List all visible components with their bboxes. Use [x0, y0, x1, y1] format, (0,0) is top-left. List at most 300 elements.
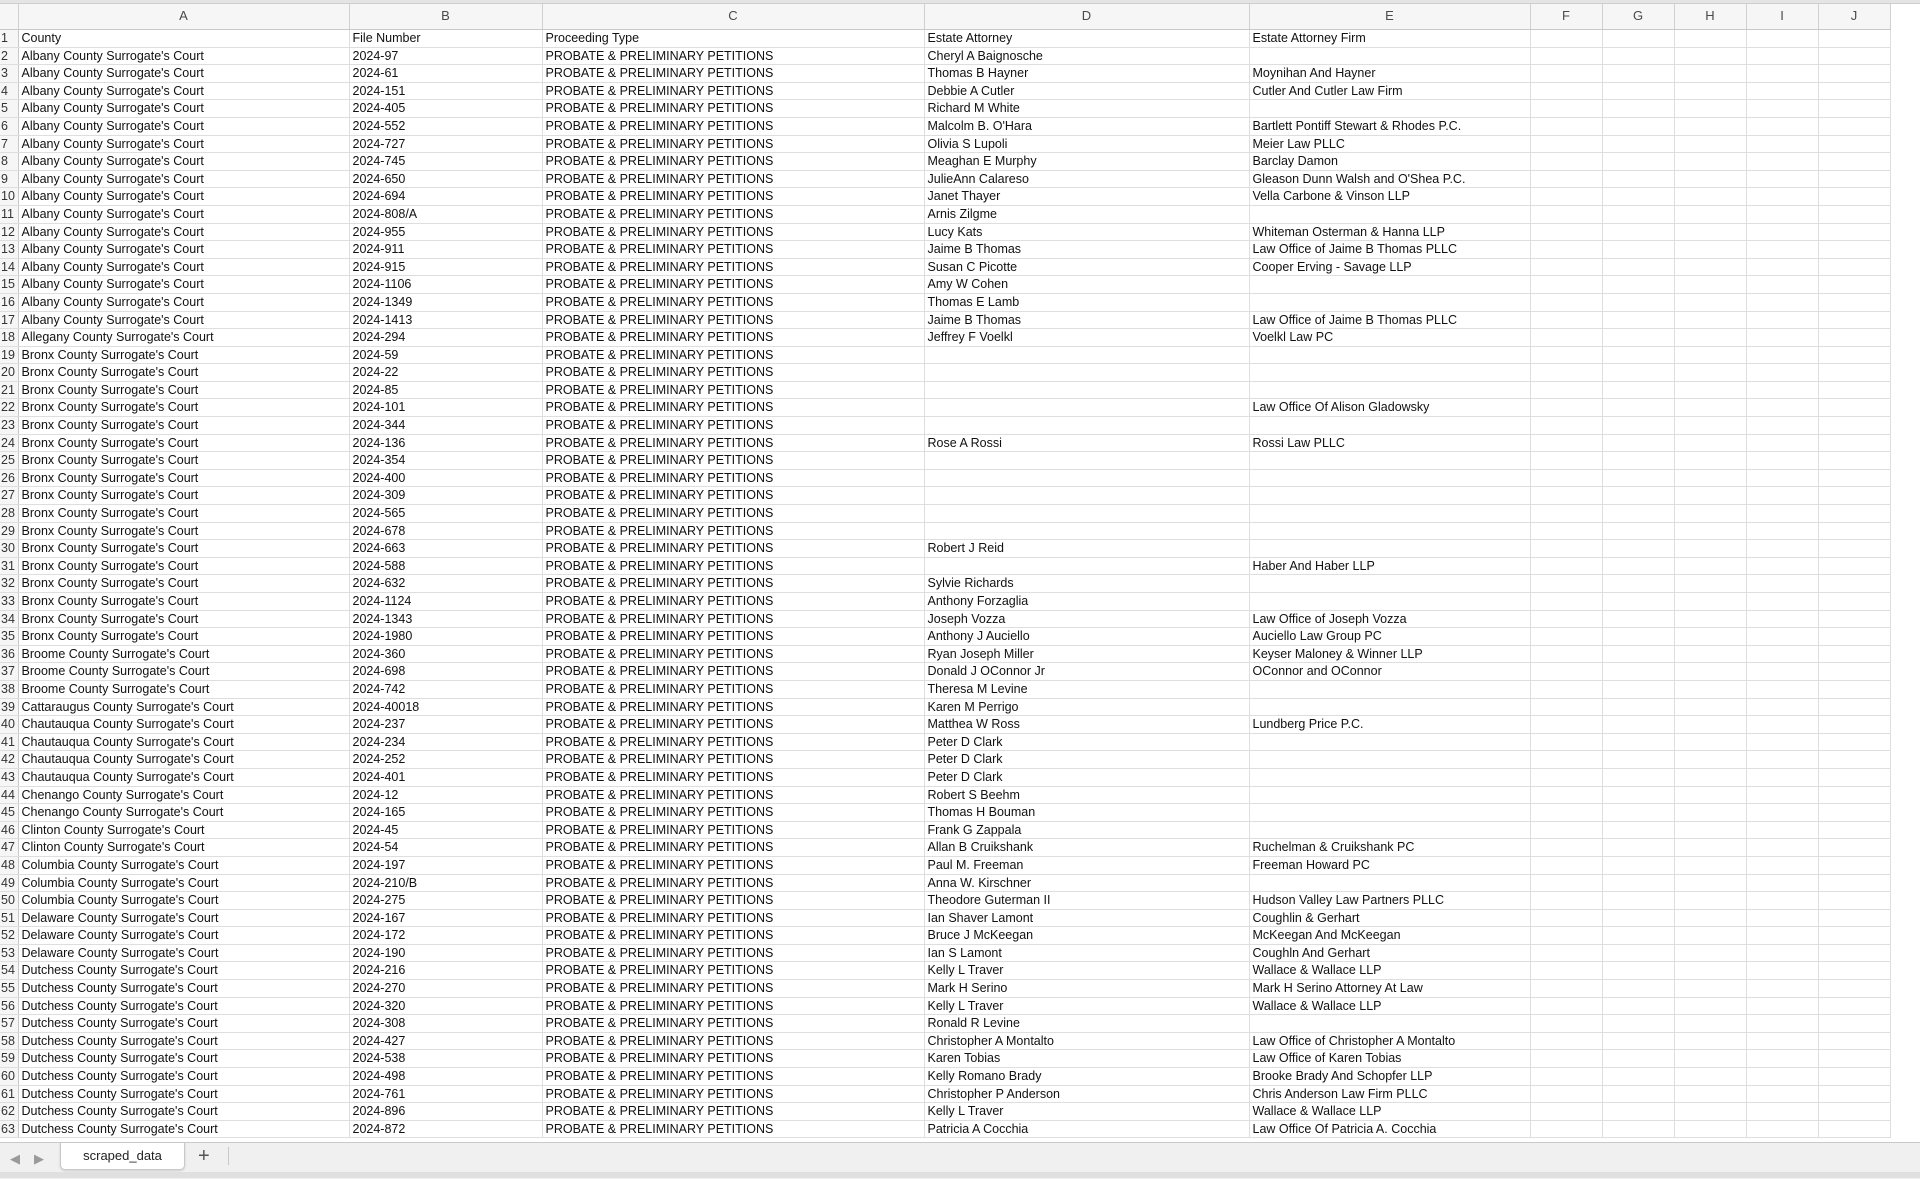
cell-c34[interactable]: PROBATE & PRELIMINARY PETITIONS: [542, 610, 924, 628]
row-number[interactable]: 22: [0, 399, 18, 417]
cell-b49[interactable]: 2024-210/B: [349, 874, 542, 892]
cell-j46[interactable]: [1818, 821, 1890, 839]
cell-b40[interactable]: 2024-237: [349, 716, 542, 734]
cell-f39[interactable]: [1530, 698, 1602, 716]
cell-e21[interactable]: [1249, 381, 1530, 399]
cell-d60[interactable]: Kelly Romano Brady: [924, 1068, 1249, 1086]
cell-f4[interactable]: [1530, 82, 1602, 100]
cell-g43[interactable]: [1602, 768, 1674, 786]
cell-i21[interactable]: [1746, 381, 1818, 399]
cell-e58[interactable]: Law Office of Christopher A Montalto: [1249, 1032, 1530, 1050]
cell-i28[interactable]: [1746, 505, 1818, 523]
cell-c44[interactable]: PROBATE & PRELIMINARY PETITIONS: [542, 786, 924, 804]
cell-e39[interactable]: [1249, 698, 1530, 716]
cell-c2[interactable]: PROBATE & PRELIMINARY PETITIONS: [542, 47, 924, 65]
cell-e3[interactable]: Moynihan And Hayner: [1249, 65, 1530, 83]
cell-i15[interactable]: [1746, 276, 1818, 294]
row-number[interactable]: 47: [0, 839, 18, 857]
cell-f37[interactable]: [1530, 663, 1602, 681]
cell-i31[interactable]: [1746, 557, 1818, 575]
cell-c5[interactable]: PROBATE & PRELIMINARY PETITIONS: [542, 100, 924, 118]
cell-b47[interactable]: 2024-54: [349, 839, 542, 857]
cell-c12[interactable]: PROBATE & PRELIMINARY PETITIONS: [542, 223, 924, 241]
cell-e50[interactable]: Hudson Valley Law Partners PLLC: [1249, 892, 1530, 910]
cell-e19[interactable]: [1249, 346, 1530, 364]
cell-a17[interactable]: Albany County Surrogate's Court: [18, 311, 349, 329]
cell-f10[interactable]: [1530, 188, 1602, 206]
cell-i43[interactable]: [1746, 768, 1818, 786]
cell-d48[interactable]: Paul M. Freeman: [924, 856, 1249, 874]
cell-f35[interactable]: [1530, 628, 1602, 646]
cell-h12[interactable]: [1674, 223, 1746, 241]
cell-b15[interactable]: 2024-1106: [349, 276, 542, 294]
cell-e35[interactable]: Auciello Law Group PC: [1249, 628, 1530, 646]
cell-i44[interactable]: [1746, 786, 1818, 804]
cell-d3[interactable]: Thomas B Hayner: [924, 65, 1249, 83]
cell-i6[interactable]: [1746, 117, 1818, 135]
cell-f59[interactable]: [1530, 1050, 1602, 1068]
cell-f47[interactable]: [1530, 839, 1602, 857]
cell-e4[interactable]: Cutler And Cutler Law Firm: [1249, 82, 1530, 100]
cell-g50[interactable]: [1602, 892, 1674, 910]
cell-e37[interactable]: OConnor and OConnor: [1249, 663, 1530, 681]
cell-d63[interactable]: Patricia A Cocchia: [924, 1120, 1249, 1138]
cell-e7[interactable]: Meier Law PLLC: [1249, 135, 1530, 153]
cell-f3[interactable]: [1530, 65, 1602, 83]
cell-f34[interactable]: [1530, 610, 1602, 628]
cell-a24[interactable]: Bronx County Surrogate's Court: [18, 434, 349, 452]
cell-j62[interactable]: [1818, 1103, 1890, 1121]
row-number[interactable]: 61: [0, 1085, 18, 1103]
row-number[interactable]: 20: [0, 364, 18, 382]
cell-g39[interactable]: [1602, 698, 1674, 716]
cell-f19[interactable]: [1530, 346, 1602, 364]
cell-a8[interactable]: Albany County Surrogate's Court: [18, 153, 349, 171]
cell-b33[interactable]: 2024-1124: [349, 593, 542, 611]
row-number[interactable]: 12: [0, 223, 18, 241]
cell-c49[interactable]: PROBATE & PRELIMINARY PETITIONS: [542, 874, 924, 892]
cell-j52[interactable]: [1818, 927, 1890, 945]
cell-f33[interactable]: [1530, 593, 1602, 611]
cell-i62[interactable]: [1746, 1103, 1818, 1121]
cell-g5[interactable]: [1602, 100, 1674, 118]
cell-h58[interactable]: [1674, 1032, 1746, 1050]
cell-e40[interactable]: Lundberg Price P.C.: [1249, 716, 1530, 734]
cell-c29[interactable]: PROBATE & PRELIMINARY PETITIONS: [542, 522, 924, 540]
cell-b41[interactable]: 2024-234: [349, 733, 542, 751]
cell-j45[interactable]: [1818, 804, 1890, 822]
row-number[interactable]: 21: [0, 381, 18, 399]
cell-c61[interactable]: PROBATE & PRELIMINARY PETITIONS: [542, 1085, 924, 1103]
cell-d13[interactable]: Jaime B Thomas: [924, 241, 1249, 259]
row-number[interactable]: 6: [0, 117, 18, 135]
cell-d36[interactable]: Ryan Joseph Miller: [924, 645, 1249, 663]
cell-i30[interactable]: [1746, 540, 1818, 558]
cell-g58[interactable]: [1602, 1032, 1674, 1050]
cell-j30[interactable]: [1818, 540, 1890, 558]
cell-b46[interactable]: 2024-45: [349, 821, 542, 839]
cell-g59[interactable]: [1602, 1050, 1674, 1068]
cell-g2[interactable]: [1602, 47, 1674, 65]
cell-e27[interactable]: [1249, 487, 1530, 505]
cell-b54[interactable]: 2024-216: [349, 962, 542, 980]
row-number[interactable]: 42: [0, 751, 18, 769]
cell-h28[interactable]: [1674, 505, 1746, 523]
cell-j21[interactable]: [1818, 381, 1890, 399]
cell-j44[interactable]: [1818, 786, 1890, 804]
cell-h48[interactable]: [1674, 856, 1746, 874]
cell-g31[interactable]: [1602, 557, 1674, 575]
cell-g38[interactable]: [1602, 680, 1674, 698]
cell-a3[interactable]: Albany County Surrogate's Court: [18, 65, 349, 83]
cell-b24[interactable]: 2024-136: [349, 434, 542, 452]
cell-j56[interactable]: [1818, 997, 1890, 1015]
cell-f52[interactable]: [1530, 927, 1602, 945]
cell-a52[interactable]: Delaware County Surrogate's Court: [18, 927, 349, 945]
cell-d29[interactable]: [924, 522, 1249, 540]
cell-i22[interactable]: [1746, 399, 1818, 417]
cell-e12[interactable]: Whiteman Osterman & Hanna LLP: [1249, 223, 1530, 241]
cell-i45[interactable]: [1746, 804, 1818, 822]
cell-c19[interactable]: PROBATE & PRELIMINARY PETITIONS: [542, 346, 924, 364]
cell-c15[interactable]: PROBATE & PRELIMINARY PETITIONS: [542, 276, 924, 294]
cell-e32[interactable]: [1249, 575, 1530, 593]
cell-g45[interactable]: [1602, 804, 1674, 822]
cell-j3[interactable]: [1818, 65, 1890, 83]
row-number[interactable]: 49: [0, 874, 18, 892]
cell-h25[interactable]: [1674, 452, 1746, 470]
cell-d38[interactable]: Theresa M Levine: [924, 680, 1249, 698]
cell-j14[interactable]: [1818, 258, 1890, 276]
cell-f50[interactable]: [1530, 892, 1602, 910]
cell-j57[interactable]: [1818, 1015, 1890, 1033]
row-number[interactable]: 57: [0, 1015, 18, 1033]
cell-b20[interactable]: 2024-22: [349, 364, 542, 382]
row-number[interactable]: 24: [0, 434, 18, 452]
cell-g60[interactable]: [1602, 1068, 1674, 1086]
cell-d23[interactable]: [924, 417, 1249, 435]
cell-c53[interactable]: PROBATE & PRELIMINARY PETITIONS: [542, 944, 924, 962]
cell-a38[interactable]: Broome County Surrogate's Court: [18, 680, 349, 698]
cell-c58[interactable]: PROBATE & PRELIMINARY PETITIONS: [542, 1032, 924, 1050]
cell-c21[interactable]: PROBATE & PRELIMINARY PETITIONS: [542, 381, 924, 399]
row-number[interactable]: 58: [0, 1032, 18, 1050]
row-number[interactable]: 25: [0, 452, 18, 470]
cell-j5[interactable]: [1818, 100, 1890, 118]
cell-b8[interactable]: 2024-745: [349, 153, 542, 171]
cell-g35[interactable]: [1602, 628, 1674, 646]
cell-g30[interactable]: [1602, 540, 1674, 558]
cell-d5[interactable]: Richard M White: [924, 100, 1249, 118]
cell-c32[interactable]: PROBATE & PRELIMINARY PETITIONS: [542, 575, 924, 593]
cell-g54[interactable]: [1602, 962, 1674, 980]
cell-h45[interactable]: [1674, 804, 1746, 822]
cell-i53[interactable]: [1746, 944, 1818, 962]
cell-e54[interactable]: Wallace & Wallace LLP: [1249, 962, 1530, 980]
cell-g27[interactable]: [1602, 487, 1674, 505]
cell-i38[interactable]: [1746, 680, 1818, 698]
cell-i36[interactable]: [1746, 645, 1818, 663]
cell-h30[interactable]: [1674, 540, 1746, 558]
cell-d15[interactable]: Amy W Cohen: [924, 276, 1249, 294]
cell-f28[interactable]: [1530, 505, 1602, 523]
cell-e10[interactable]: Vella Carbone & Vinson LLP: [1249, 188, 1530, 206]
row-number[interactable]: 33: [0, 593, 18, 611]
row-number[interactable]: 36: [0, 645, 18, 663]
cell-i13[interactable]: [1746, 241, 1818, 259]
cell-d59[interactable]: Karen Tobias: [924, 1050, 1249, 1068]
cell-e6[interactable]: Bartlett Pontiff Stewart & Rhodes P.C.: [1249, 117, 1530, 135]
cell-e22[interactable]: Law Office Of Alison Gladowsky: [1249, 399, 1530, 417]
cell-j59[interactable]: [1818, 1050, 1890, 1068]
cell-j2[interactable]: [1818, 47, 1890, 65]
row-number[interactable]: 41: [0, 733, 18, 751]
cell-d8[interactable]: Meaghan E Murphy: [924, 153, 1249, 171]
cell-j47[interactable]: [1818, 839, 1890, 857]
cell-c39[interactable]: PROBATE & PRELIMINARY PETITIONS: [542, 698, 924, 716]
cell-i4[interactable]: [1746, 82, 1818, 100]
cell-f48[interactable]: [1530, 856, 1602, 874]
cell-a34[interactable]: Bronx County Surrogate's Court: [18, 610, 349, 628]
cell-h60[interactable]: [1674, 1068, 1746, 1086]
cell-g21[interactable]: [1602, 381, 1674, 399]
cell-f22[interactable]: [1530, 399, 1602, 417]
cell-a53[interactable]: Delaware County Surrogate's Court: [18, 944, 349, 962]
cell-b29[interactable]: 2024-678: [349, 522, 542, 540]
cell-h59[interactable]: [1674, 1050, 1746, 1068]
cell-h3[interactable]: [1674, 65, 1746, 83]
cell-j24[interactable]: [1818, 434, 1890, 452]
cell-i50[interactable]: [1746, 892, 1818, 910]
cell-j12[interactable]: [1818, 223, 1890, 241]
cell-j50[interactable]: [1818, 892, 1890, 910]
cell-d54[interactable]: Kelly L Traver: [924, 962, 1249, 980]
cell-h33[interactable]: [1674, 593, 1746, 611]
cell-h35[interactable]: [1674, 628, 1746, 646]
cell-e53[interactable]: Coughln And Gerhart: [1249, 944, 1530, 962]
cell-e16[interactable]: [1249, 293, 1530, 311]
cell-f63[interactable]: [1530, 1120, 1602, 1138]
row-number[interactable]: 29: [0, 522, 18, 540]
cell-d12[interactable]: Lucy Kats: [924, 223, 1249, 241]
cell-b50[interactable]: 2024-275: [349, 892, 542, 910]
cell-f30[interactable]: [1530, 540, 1602, 558]
cell-d62[interactable]: Kelly L Traver: [924, 1103, 1249, 1121]
row-number[interactable]: 11: [0, 205, 18, 223]
cell-e11[interactable]: [1249, 205, 1530, 223]
cell-f26[interactable]: [1530, 469, 1602, 487]
cell-i39[interactable]: [1746, 698, 1818, 716]
row-number[interactable]: 8: [0, 153, 18, 171]
cell-b63[interactable]: 2024-872: [349, 1120, 542, 1138]
cell-h39[interactable]: [1674, 698, 1746, 716]
row-number[interactable]: 44: [0, 786, 18, 804]
cell-a35[interactable]: Bronx County Surrogate's Court: [18, 628, 349, 646]
cell-j27[interactable]: [1818, 487, 1890, 505]
cell-b9[interactable]: 2024-650: [349, 170, 542, 188]
cell-g33[interactable]: [1602, 593, 1674, 611]
row-number[interactable]: 48: [0, 856, 18, 874]
cell-i25[interactable]: [1746, 452, 1818, 470]
row-number[interactable]: 59: [0, 1050, 18, 1068]
cell-f56[interactable]: [1530, 997, 1602, 1015]
cell-c60[interactable]: PROBATE & PRELIMINARY PETITIONS: [542, 1068, 924, 1086]
cell-b44[interactable]: 2024-12: [349, 786, 542, 804]
cell-e45[interactable]: [1249, 804, 1530, 822]
cell-j39[interactable]: [1818, 698, 1890, 716]
cell-b12[interactable]: 2024-955: [349, 223, 542, 241]
row-number[interactable]: 3: [0, 65, 18, 83]
cell-a51[interactable]: Delaware County Surrogate's Court: [18, 909, 349, 927]
cell-j10[interactable]: [1818, 188, 1890, 206]
cell-f13[interactable]: [1530, 241, 1602, 259]
cell-i3[interactable]: [1746, 65, 1818, 83]
cell-i7[interactable]: [1746, 135, 1818, 153]
row-number[interactable]: 51: [0, 909, 18, 927]
cell-f54[interactable]: [1530, 962, 1602, 980]
cell-h15[interactable]: [1674, 276, 1746, 294]
cell-e23[interactable]: [1249, 417, 1530, 435]
row-number[interactable]: 53: [0, 944, 18, 962]
cell-b23[interactable]: 2024-344: [349, 417, 542, 435]
cell-j29[interactable]: [1818, 522, 1890, 540]
cell-j49[interactable]: [1818, 874, 1890, 892]
cell-b62[interactable]: 2024-896: [349, 1103, 542, 1121]
cell-i57[interactable]: [1746, 1015, 1818, 1033]
cell-h11[interactable]: [1674, 205, 1746, 223]
cell-j34[interactable]: [1818, 610, 1890, 628]
cell-c63[interactable]: PROBATE & PRELIMINARY PETITIONS: [542, 1120, 924, 1138]
cell-a26[interactable]: Bronx County Surrogate's Court: [18, 469, 349, 487]
cell-i24[interactable]: [1746, 434, 1818, 452]
cell-d10[interactable]: Janet Thayer: [924, 188, 1249, 206]
row-number[interactable]: 30: [0, 540, 18, 558]
cell-h18[interactable]: [1674, 329, 1746, 347]
cell-e20[interactable]: [1249, 364, 1530, 382]
cell-e51[interactable]: Coughlin & Gerhart: [1249, 909, 1530, 927]
cell-g19[interactable]: [1602, 346, 1674, 364]
cell-f42[interactable]: [1530, 751, 1602, 769]
cell-j60[interactable]: [1818, 1068, 1890, 1086]
cell-d37[interactable]: Donald J OConnor Jr: [924, 663, 1249, 681]
cell-h63[interactable]: [1674, 1120, 1746, 1138]
cell-e55[interactable]: Mark H Serino Attorney At Law: [1249, 980, 1530, 998]
cell-f14[interactable]: [1530, 258, 1602, 276]
row-number[interactable]: 9: [0, 170, 18, 188]
cell-h13[interactable]: [1674, 241, 1746, 259]
row-number[interactable]: 46: [0, 821, 18, 839]
cell-a37[interactable]: Broome County Surrogate's Court: [18, 663, 349, 681]
cell-a54[interactable]: Dutchess County Surrogate's Court: [18, 962, 349, 980]
cell-g53[interactable]: [1602, 944, 1674, 962]
cell-a45[interactable]: Chenango County Surrogate's Court: [18, 804, 349, 822]
cell-a49[interactable]: Columbia County Surrogate's Court: [18, 874, 349, 892]
cell-g55[interactable]: [1602, 980, 1674, 998]
cell-d40[interactable]: Matthea W Ross: [924, 716, 1249, 734]
cell-d21[interactable]: [924, 381, 1249, 399]
cell-a1[interactable]: County: [18, 30, 349, 48]
cell-i49[interactable]: [1746, 874, 1818, 892]
row-number[interactable]: 17: [0, 311, 18, 329]
cell-a39[interactable]: Cattaraugus County Surrogate's Court: [18, 698, 349, 716]
cell-c24[interactable]: PROBATE & PRELIMINARY PETITIONS: [542, 434, 924, 452]
cell-g49[interactable]: [1602, 874, 1674, 892]
cell-j31[interactable]: [1818, 557, 1890, 575]
cell-d47[interactable]: Allan B Cruikshank: [924, 839, 1249, 857]
cell-f5[interactable]: [1530, 100, 1602, 118]
cell-a33[interactable]: Bronx County Surrogate's Court: [18, 593, 349, 611]
cell-b22[interactable]: 2024-101: [349, 399, 542, 417]
cell-d9[interactable]: JulieAnn Calareso: [924, 170, 1249, 188]
cell-e36[interactable]: Keyser Maloney & Winner LLP: [1249, 645, 1530, 663]
cell-j15[interactable]: [1818, 276, 1890, 294]
cell-d33[interactable]: Anthony Forzaglia: [924, 593, 1249, 611]
cell-a61[interactable]: Dutchess County Surrogate's Court: [18, 1085, 349, 1103]
cell-f46[interactable]: [1530, 821, 1602, 839]
cell-h24[interactable]: [1674, 434, 1746, 452]
cell-g14[interactable]: [1602, 258, 1674, 276]
cell-d61[interactable]: Christopher P Anderson: [924, 1085, 1249, 1103]
cell-f25[interactable]: [1530, 452, 1602, 470]
row-number[interactable]: 7: [0, 135, 18, 153]
cell-c43[interactable]: PROBATE & PRELIMINARY PETITIONS: [542, 768, 924, 786]
cell-i47[interactable]: [1746, 839, 1818, 857]
cell-d30[interactable]: Robert J Reid: [924, 540, 1249, 558]
cell-c4[interactable]: PROBATE & PRELIMINARY PETITIONS: [542, 82, 924, 100]
cell-d28[interactable]: [924, 505, 1249, 523]
cell-d22[interactable]: [924, 399, 1249, 417]
cell-g13[interactable]: [1602, 241, 1674, 259]
cell-g41[interactable]: [1602, 733, 1674, 751]
cell-i12[interactable]: [1746, 223, 1818, 241]
cell-c52[interactable]: PROBATE & PRELIMINARY PETITIONS: [542, 927, 924, 945]
cell-j8[interactable]: [1818, 153, 1890, 171]
cell-d24[interactable]: Rose A Rossi: [924, 434, 1249, 452]
cell-b45[interactable]: 2024-165: [349, 804, 542, 822]
row-number[interactable]: 43: [0, 768, 18, 786]
cell-h17[interactable]: [1674, 311, 1746, 329]
cell-d58[interactable]: Christopher A Montalto: [924, 1032, 1249, 1050]
cell-g10[interactable]: [1602, 188, 1674, 206]
cell-e57[interactable]: [1249, 1015, 1530, 1033]
cell-i34[interactable]: [1746, 610, 1818, 628]
cell-b5[interactable]: 2024-405: [349, 100, 542, 118]
cell-d31[interactable]: [924, 557, 1249, 575]
cell-c55[interactable]: PROBATE & PRELIMINARY PETITIONS: [542, 980, 924, 998]
row-number[interactable]: 63: [0, 1120, 18, 1138]
cell-b2[interactable]: 2024-97: [349, 47, 542, 65]
cell-h37[interactable]: [1674, 663, 1746, 681]
cell-c47[interactable]: PROBATE & PRELIMINARY PETITIONS: [542, 839, 924, 857]
cell-j4[interactable]: [1818, 82, 1890, 100]
cell-a42[interactable]: Chautauqua County Surrogate's Court: [18, 751, 349, 769]
cell-e1[interactable]: Estate Attorney Firm: [1249, 30, 1530, 48]
cell-i48[interactable]: [1746, 856, 1818, 874]
cell-f27[interactable]: [1530, 487, 1602, 505]
cell-e25[interactable]: [1249, 452, 1530, 470]
cell-c23[interactable]: PROBATE & PRELIMINARY PETITIONS: [542, 417, 924, 435]
cell-f45[interactable]: [1530, 804, 1602, 822]
cell-a12[interactable]: Albany County Surrogate's Court: [18, 223, 349, 241]
cell-f38[interactable]: [1530, 680, 1602, 698]
cell-d50[interactable]: Theodore Guterman II: [924, 892, 1249, 910]
row-number[interactable]: 37: [0, 663, 18, 681]
cell-g62[interactable]: [1602, 1103, 1674, 1121]
cell-h41[interactable]: [1674, 733, 1746, 751]
column-header-a[interactable]: A: [18, 4, 349, 30]
prev-sheet-icon[interactable]: ◀: [10, 1151, 20, 1166]
cell-e26[interactable]: [1249, 469, 1530, 487]
